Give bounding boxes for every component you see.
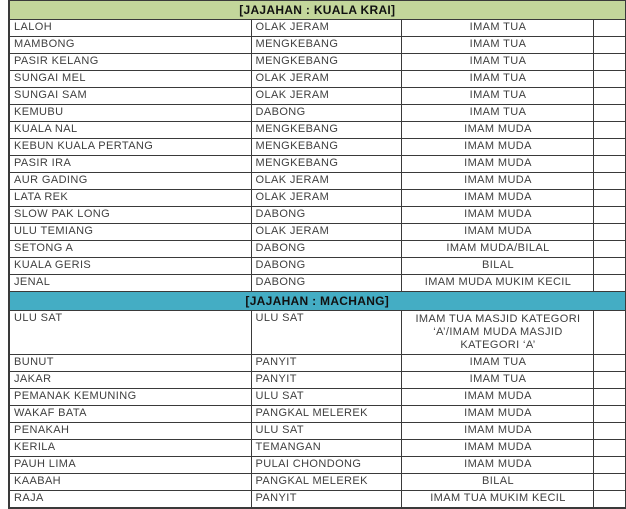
table-row <box>9 241 625 258</box>
table-row <box>9 457 625 474</box>
cell: DABONG <box>251 275 401 292</box>
cell: IMAM MUDA <box>401 423 593 440</box>
cell: IMAM MUDA <box>401 139 593 156</box>
cell: OLAK JERAM <box>251 71 401 88</box>
cell: BUNUT <box>9 355 251 372</box>
cell: SLOW PAK LONG <box>9 207 251 224</box>
cropped-edge-cell <box>593 122 625 139</box>
cropped-edge-cell <box>593 389 625 406</box>
cell: PANYIT <box>251 355 401 372</box>
table-row <box>9 122 625 139</box>
cell: PANGKAL MELEREK <box>251 474 401 491</box>
cell: IMAM MUDA <box>401 440 593 457</box>
cell: WAKAF BATA <box>9 406 251 423</box>
cell: DABONG <box>251 258 401 275</box>
cell: ULU SAT <box>251 311 401 355</box>
cell: SETONG A <box>9 241 251 258</box>
cell: IMAM MUDA <box>401 389 593 406</box>
table-row <box>9 355 625 372</box>
cell: SUNGAI MEL <box>9 71 251 88</box>
cell: IMAM TUA MUKIM KECIL <box>401 491 593 509</box>
cell: IMAM TUA <box>401 105 593 122</box>
cell: IMAM MUDA <box>401 457 593 474</box>
table-row <box>9 173 625 190</box>
cell: MENGKEBANG <box>251 37 401 54</box>
cell: OLAK JERAM <box>251 173 401 190</box>
cell: PANYIT <box>251 372 401 389</box>
cell: IMAM TUA <box>401 54 593 71</box>
cell: IMAM MUDA <box>401 173 593 190</box>
cell: SUNGAI SAM <box>9 88 251 105</box>
cropped-edge-cell <box>593 88 625 105</box>
section-header-label: [JAJAHAN : KUALA KRAI] <box>9 1 625 20</box>
table-row <box>9 491 625 509</box>
table-row <box>9 105 625 122</box>
cropped-edge-cell <box>593 491 625 509</box>
table-row <box>9 156 625 173</box>
cell: OLAK JERAM <box>251 224 401 241</box>
cropped-edge-cell <box>593 71 625 88</box>
table-row <box>9 311 625 355</box>
cell: ULU SAT <box>9 311 251 355</box>
mukim-table <box>8 0 626 509</box>
cell: ULU SAT <box>251 389 401 406</box>
cell: DABONG <box>251 207 401 224</box>
cropped-edge-cell <box>593 457 625 474</box>
cell: MENGKEBANG <box>251 54 401 71</box>
cropped-edge-cell <box>593 105 625 122</box>
cell: BILAL <box>401 474 593 491</box>
table-row <box>9 224 625 241</box>
cell: OLAK JERAM <box>251 190 401 207</box>
cell: ULU SAT <box>251 423 401 440</box>
cell: IMAM TUA <box>401 372 593 389</box>
cell: MENGKEBANG <box>251 139 401 156</box>
cropped-edge-cell <box>593 258 625 275</box>
section-header-row <box>9 292 625 311</box>
cell: KERILA <box>9 440 251 457</box>
table-row <box>9 139 625 156</box>
section-header-row <box>9 1 625 20</box>
table-row <box>9 54 625 71</box>
table-row <box>9 258 625 275</box>
cropped-edge-cell <box>593 190 625 207</box>
cell: JAKAR <box>9 372 251 389</box>
cell: IMAM MUDA MUKIM KECIL <box>401 275 593 292</box>
cell: ULU TEMIANG <box>9 224 251 241</box>
cell: KUALA NAL <box>9 122 251 139</box>
cell: IMAM MUDA <box>401 156 593 173</box>
cropped-edge-cell <box>593 423 625 440</box>
cropped-edge-cell <box>593 37 625 54</box>
cell: TEMANGAN <box>251 440 401 457</box>
cell: IMAM TUA <box>401 20 593 37</box>
table-row <box>9 389 625 406</box>
cell: KEMUBU <box>9 105 251 122</box>
cell: OLAK JERAM <box>251 88 401 105</box>
cell: IMAM TUA <box>401 71 593 88</box>
cell: IMAM MUDA/BILAL <box>401 241 593 258</box>
cell: BILAL <box>401 258 593 275</box>
table-row <box>9 88 625 105</box>
cropped-edge-cell <box>593 156 625 173</box>
section-header-label: [JAJAHAN : MACHANG] <box>9 292 625 311</box>
cell: IMAM MUDA <box>401 122 593 139</box>
cell: IMAM TUA MASJID KATEGORI ‘A’/IMAM MUDA MASJID KATEGORI ‘A’ <box>401 311 593 355</box>
table-row <box>9 372 625 389</box>
table-row <box>9 423 625 440</box>
table-row <box>9 275 625 292</box>
cell: IMAM TUA <box>401 37 593 54</box>
cell: IMAM TUA <box>401 88 593 105</box>
cell: IMAM TUA <box>401 355 593 372</box>
table-row <box>9 406 625 423</box>
cropped-edge-cell <box>593 241 625 258</box>
table-row <box>9 20 625 37</box>
cropped-edge-cell <box>593 406 625 423</box>
cell: PENAKAH <box>9 423 251 440</box>
cropped-edge-cell <box>593 207 625 224</box>
cropped-edge-cell <box>593 275 625 292</box>
cropped-edge-cell <box>593 440 625 457</box>
cropped-edge-cell <box>593 355 625 372</box>
cell: MENGKEBANG <box>251 156 401 173</box>
cropped-edge-cell <box>593 20 625 37</box>
cropped-edge-cell <box>593 54 625 71</box>
cell: IMAM MUDA <box>401 406 593 423</box>
cropped-edge-cell <box>593 474 625 491</box>
cell: MENGKEBANG <box>251 122 401 139</box>
table-row <box>9 37 625 54</box>
cell: RAJA <box>9 491 251 509</box>
cell: IMAM MUDA <box>401 190 593 207</box>
cell: DABONG <box>251 241 401 258</box>
cell: JENAL <box>9 275 251 292</box>
cell: PASIR KELANG <box>9 54 251 71</box>
cell: MAMBONG <box>9 37 251 54</box>
cell: KAABAH <box>9 474 251 491</box>
cell: PEMANAK KEMUNING <box>9 389 251 406</box>
cell: LALOH <box>9 20 251 37</box>
table-row <box>9 207 625 224</box>
cropped-edge-cell <box>593 139 625 156</box>
cell: DABONG <box>251 105 401 122</box>
table-row <box>9 190 625 207</box>
cell: PANGKAL MELEREK <box>251 406 401 423</box>
cell: PANYIT <box>251 491 401 509</box>
table-row <box>9 440 625 457</box>
cell: IMAM MUDA <box>401 224 593 241</box>
cell: AUR GADING <box>9 173 251 190</box>
cell: KUALA GERIS <box>9 258 251 275</box>
cropped-edge-cell <box>593 173 625 190</box>
cell: OLAK JERAM <box>251 20 401 37</box>
cell: PULAI CHONDONG <box>251 457 401 474</box>
cropped-edge-cell <box>593 311 625 355</box>
cell: PASIR IRA <box>9 156 251 173</box>
cell: IMAM MUDA <box>401 207 593 224</box>
cell: PAUH LIMA <box>9 457 251 474</box>
cropped-edge-cell <box>593 224 625 241</box>
cropped-edge-cell <box>593 372 625 389</box>
cell: LATA REK <box>9 190 251 207</box>
cell: KEBUN KUALA PERTANG <box>9 139 251 156</box>
table-row <box>9 71 625 88</box>
table-row <box>9 474 625 491</box>
